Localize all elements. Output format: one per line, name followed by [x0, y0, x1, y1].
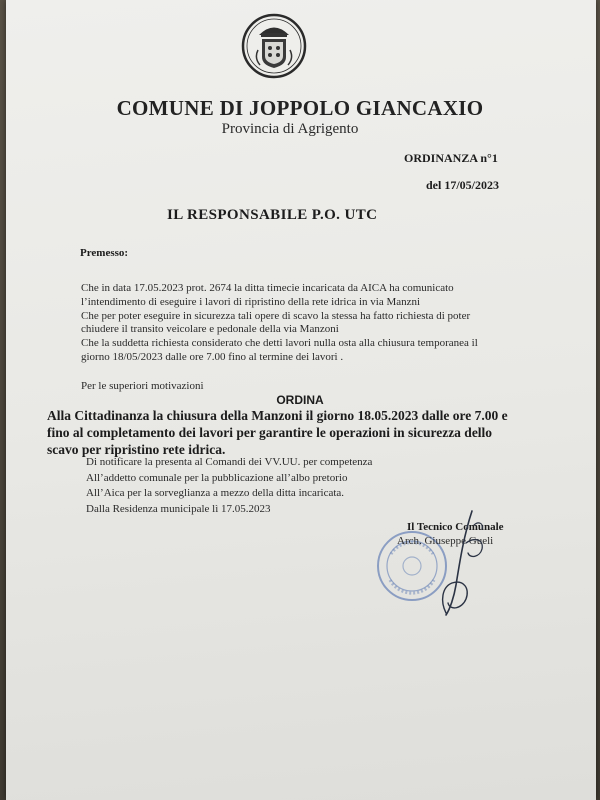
premise-line: chiudere il transito veicolare e pedonale della via Manzoni: [81, 323, 339, 336]
premesso-label: Premesso:: [80, 247, 129, 259]
province-subtitle: Provincia di Agrigento: [221, 121, 359, 137]
premise-paragraph: [81, 282, 478, 365]
premise-line: giorno 18/05/2023 dalle ore 7.00 fino al termine dei lavori .: [81, 350, 344, 363]
order-line: scavo per ripristino rete idrica.: [47, 442, 226, 457]
order-line: fino al completamento dei lavori per garantire le operazioni in sicurezza dello: [47, 425, 493, 440]
municipal-coat-of-arms-icon: [240, 8, 308, 84]
order-line: Alla Cittadinanza la chiusura della Manzoni il giorno 18.05.2023 dalle ore 7.00 e: [47, 408, 508, 423]
municipality-title: COMUNE DI JOPPOLO GIANCAXIO: [116, 96, 484, 120]
responsible-heading: IL RESPONSABILE P.O. UTC: [167, 207, 378, 223]
disposition-item: Dalla Residenza municipale lì 17.05.2023: [86, 502, 271, 515]
signatory-title: Il Tecnico Comunale: [407, 521, 504, 533]
dispositions-list: [86, 455, 372, 517]
signatory-name: Arch. Giuseppe Gueli: [397, 535, 494, 547]
premise-line: Che la suddetta richiesta considerato che detti lavori nulla osta alla chiusura temporanea il: [81, 337, 478, 350]
disposition-item: All’addetto comunale per la pubblicazione all’albo pretorio: [86, 471, 348, 484]
premise-line: l’intendimento di eseguire i lavori di ripristino della rete idrica in via Manzni: [81, 295, 421, 308]
disposition-item: All’Aica per la sorveglianza a mezzo della ditta incaricata.: [86, 487, 345, 499]
order-paragraph: [47, 407, 508, 458]
motivations-text: Per le superiori motivazioni: [81, 380, 204, 392]
premise-line: Che per poter eseguire in sicurezza tali opere di scavo la stessa ha fatto richiesta di poter: [81, 309, 471, 322]
ordina-heading: ORDINA: [276, 393, 324, 407]
premise-line: Che in data 17.05.2023 prot. 2674 la ditta timecie incaricata da AICA ha comunicato: [81, 282, 454, 294]
disposition-item: Di notificare la presenta al Comandi dei VV.UU. per competenza: [86, 456, 373, 468]
ordinance-date: del 17/05/2023: [426, 178, 500, 192]
ordinance-number: ORDINANZA n°1: [404, 151, 498, 165]
handwritten-signature-icon: [420, 505, 530, 620]
